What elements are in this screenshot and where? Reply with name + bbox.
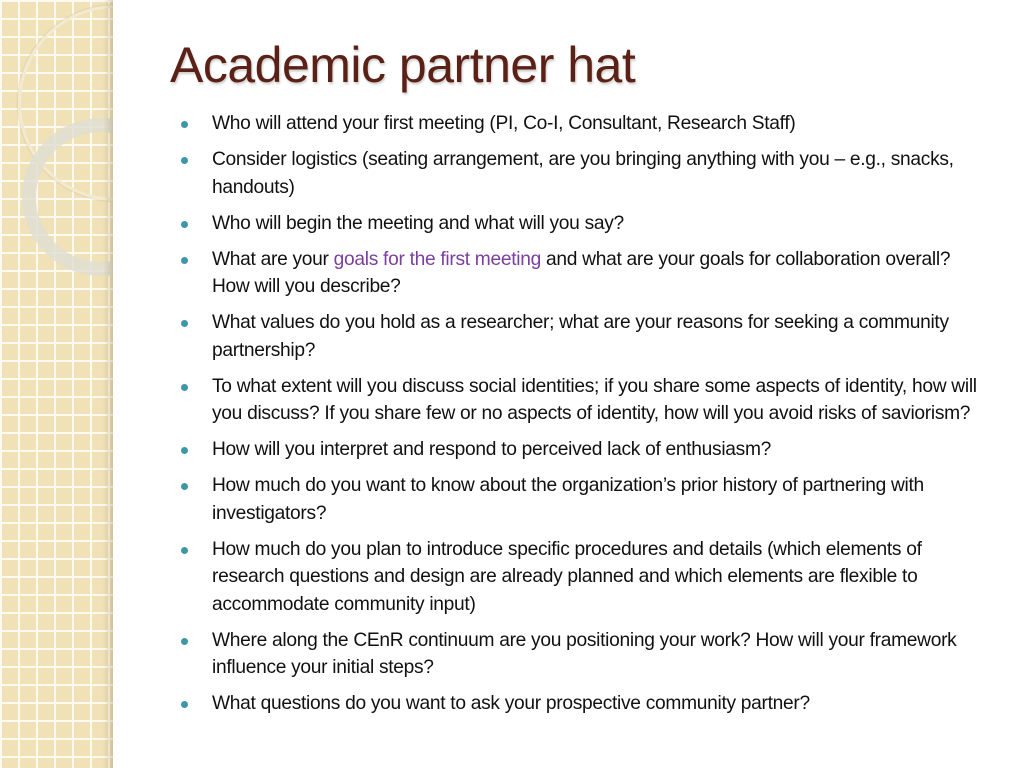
- bullet-text: What values do you hold as a researcher; what are your reasons for seeking a community partnership?: [212, 312, 949, 361]
- bullet-text: To what extent will you discuss social identities; if you share some aspects of identity, how will you discuss? If you share few or no aspects of identity, how will you avoid risks of saviorism?: [212, 375, 977, 424]
- bullet-text: Where along the CEnR continuum are you positioning your work? How will your framework influence your initial steps?: [212, 629, 957, 678]
- bullet-text: How will you interpret and respond to perceived lack of enthusiasm?: [212, 439, 772, 460]
- goals-link[interactable]: goals for the first meeting: [333, 248, 541, 270]
- bullet-item: [178, 627, 988, 682]
- bullet-text: and what are your goals for collaboration overall? How will you describe?: [212, 248, 951, 297]
- bullet-text: Who will begin the meeting and what will you say?: [212, 212, 624, 234]
- bullet-dot-icon: [181, 157, 188, 164]
- bullet-dot-icon: [181, 701, 188, 708]
- bullet-dot-icon: [181, 121, 188, 128]
- decorative-side-panel: [0, 0, 113, 768]
- bullet-text: Who will attend your first meeting (PI, Co-I, Consultant, Research Staff): [212, 113, 796, 134]
- bullet-dot-icon: [181, 384, 188, 391]
- bullet-text: How much do you plan to introduce specific procedures and details (which elements of research questions and design are already planned and which elements are flexible to accommodate community input): [212, 538, 922, 615]
- bullet-item: [178, 472, 988, 527]
- bullet-item: [178, 110, 988, 138]
- bullet-dot-icon: [181, 638, 188, 645]
- bullet-item: [178, 373, 988, 428]
- bullet-item: [178, 246, 988, 301]
- bullet-dot-icon: [181, 447, 188, 454]
- bullet-text: Consider logistics (seating arrangement, are you bringing anything with you – e.g., snacks, handouts): [212, 149, 954, 198]
- bullet-dot-icon: [181, 320, 188, 327]
- bullet-text: How much do you want to know about the organization’s prior history of partnering with investigators?: [212, 475, 924, 524]
- bullet-item: [178, 690, 988, 718]
- bullet-item: [178, 436, 988, 464]
- bullet-text: What questions do you want to ask your prospective community partner?: [212, 693, 810, 714]
- bullet-item: [178, 536, 988, 619]
- slide-title: Academic partner hat: [170, 37, 636, 93]
- bullet-text: What are your: [212, 248, 334, 270]
- bullet-item: [178, 146, 988, 201]
- bullet-dot-icon: [181, 483, 188, 490]
- bullet-item: [178, 309, 988, 364]
- bullet-dot-icon: [181, 547, 188, 554]
- bullet-dot-icon: [181, 221, 188, 228]
- bullet-list: [178, 110, 988, 726]
- bullet-dot-icon: [181, 257, 188, 264]
- bullet-item: [178, 210, 988, 238]
